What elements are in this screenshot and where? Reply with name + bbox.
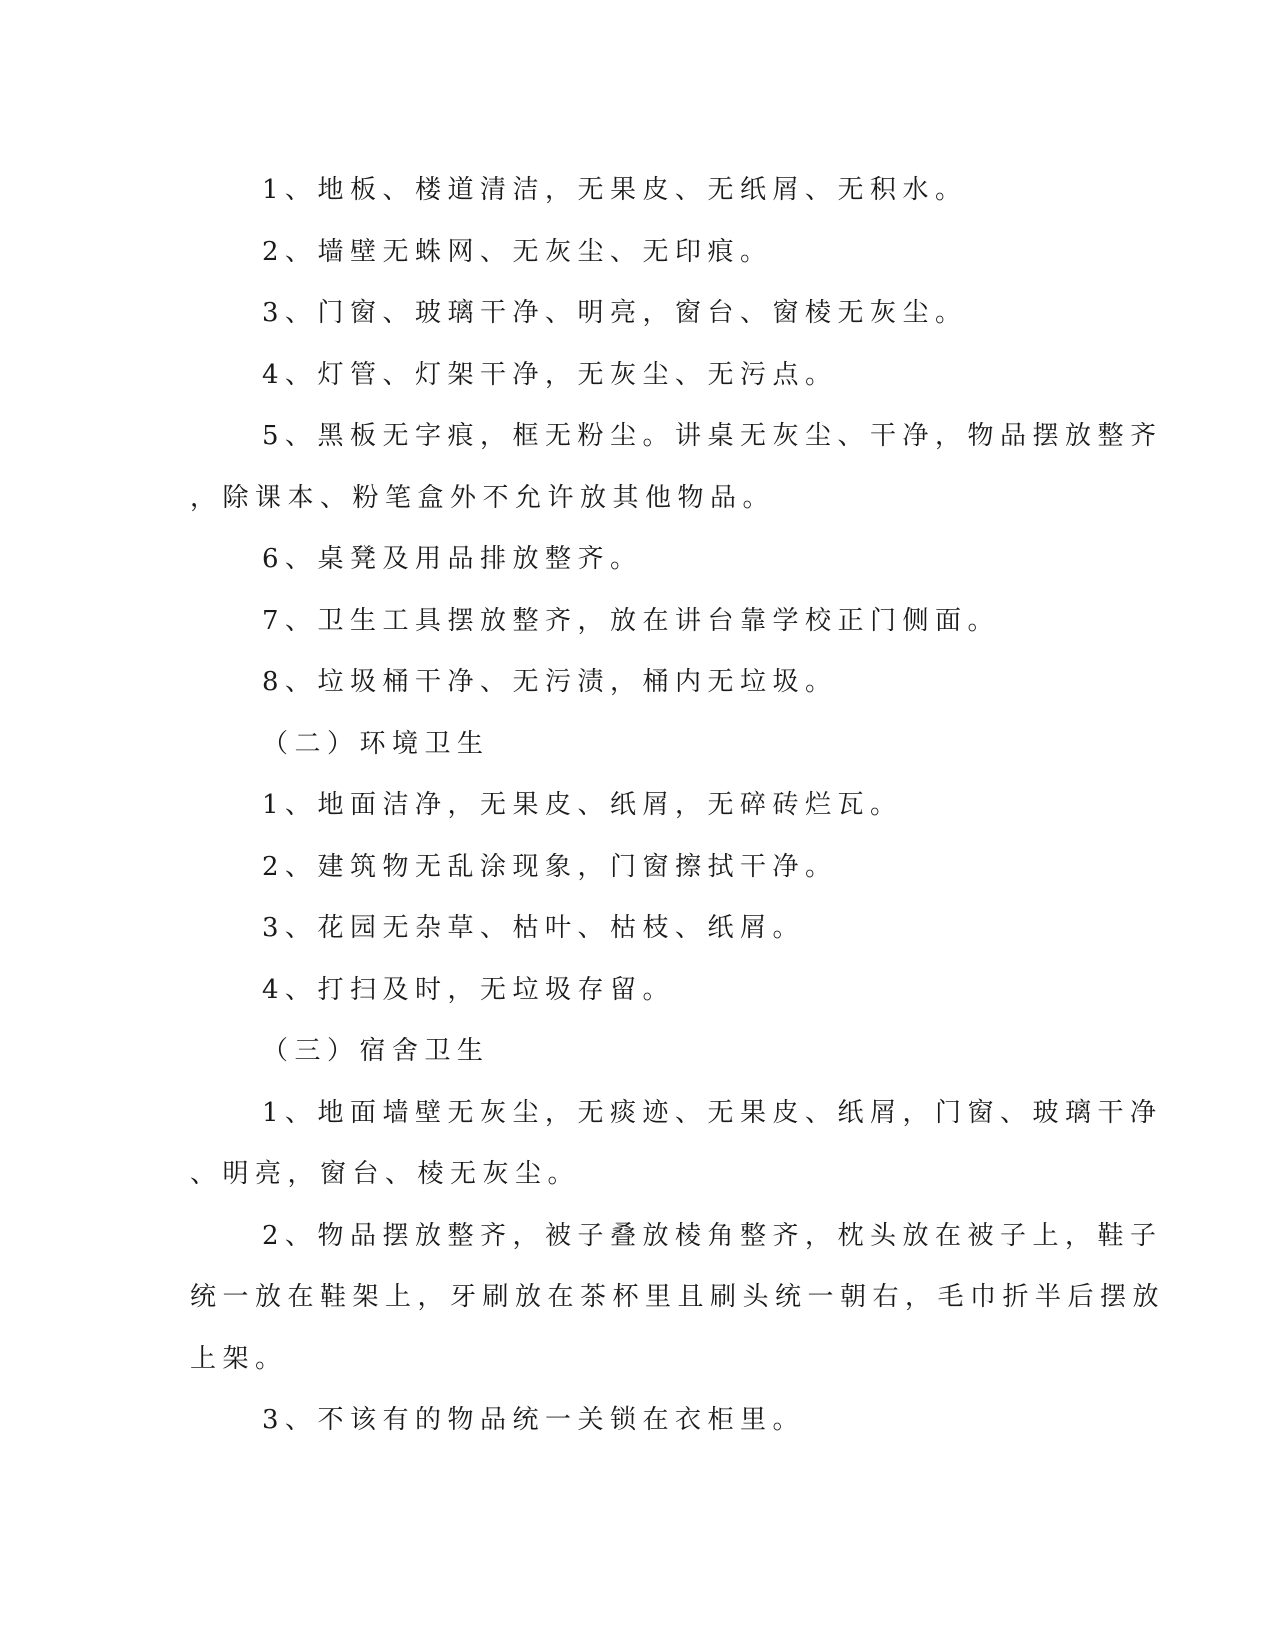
text-line-1: 1、地板、楼道清洁，无果皮、无纸屑、无积水。: [262, 175, 968, 205]
text-line-7: 6、桌凳及用品排放整齐。: [262, 544, 643, 574]
text-line-5: 5、黑板无字痕，框无粉尘。讲桌无灰尘、干净，物品摆放整齐: [262, 421, 1163, 451]
text-line-20: 上架。: [190, 1343, 288, 1374]
text-line-8: 7、卫生工具摆放整齐，放在讲台靠学校正门侧面。: [262, 605, 1001, 636]
text-line-14: 4、打扫及时，无垃圾存留。: [262, 974, 676, 1005]
text-line-16: 1、地面墙壁无灰尘，无痰迹、无果皮、纸屑，门窗、玻璃干净: [262, 1097, 1163, 1128]
text-line-6: ，除课本、粉笔盒外不允许放其他物品。: [190, 482, 776, 513]
text-line-3: 3、门窗、玻璃干净、明亮，窗台、窗棱无灰尘。: [262, 298, 968, 328]
text-line-11: 1、地面洁净，无果皮、纸屑，无碎砖烂瓦。: [262, 790, 903, 820]
document-body: [190, 160, 1166, 1452]
text-line-19: 统一放在鞋架上，牙刷放在茶杯里且刷头统一朝右，毛巾折半后摆放: [190, 1282, 1166, 1312]
text-line-21: 3、不该有的物品统一关锁在衣柜里。: [262, 1405, 806, 1435]
text-line-12: 2、建筑物无乱涂现象，门窗擦拭干净。: [262, 851, 838, 882]
text-line-18: 2、物品摆放整齐，被子叠放棱角整齐，枕头放在被子上，鞋子: [262, 1220, 1163, 1251]
section-heading-environment: （二）环境卫生: [262, 728, 490, 759]
text-line-17: 、明亮，窗台、棱无灰尘。: [190, 1159, 581, 1189]
section-heading-dormitory: （三）宿舍卫生: [262, 1036, 490, 1066]
text-line-9: 8、垃圾桶干净、无污渍，桶内无垃圾。: [262, 667, 838, 697]
text-line-4: 4、灯管、灯架干净，无灰尘、无污点。: [262, 359, 838, 390]
text-line-2: 2、墙壁无蛛网、无灰尘、无印痕。: [262, 236, 773, 267]
text-line-13: 3、花园无杂草、枯叶、枯枝、纸屑。: [262, 913, 806, 943]
